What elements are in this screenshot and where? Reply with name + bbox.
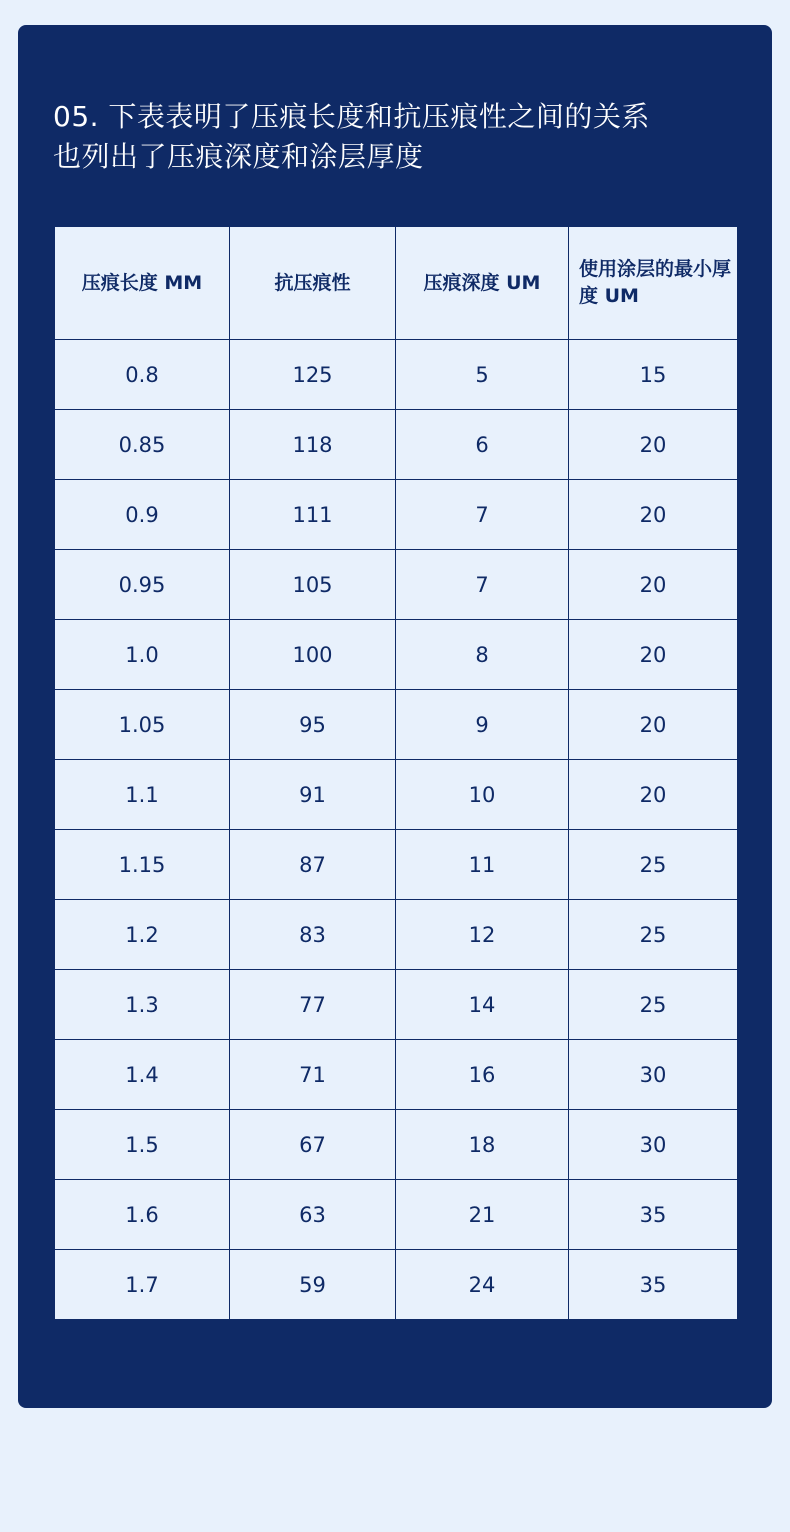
cell-min-coating-thickness: 20 — [569, 480, 738, 550]
table-row — [55, 690, 738, 760]
cell-indent-depth: 5 — [396, 340, 569, 410]
title-line-1: 05. 下表表明了压痕长度和抗压痕性之间的关系 — [53, 100, 650, 133]
cell-min-coating-thickness: 20 — [569, 410, 738, 480]
cell-min-coating-thickness: 20 — [569, 620, 738, 690]
cell-indent-length: 1.4 — [55, 1040, 230, 1110]
table-body — [55, 340, 738, 1320]
cell-indent-depth: 7 — [396, 550, 569, 620]
cell-indent-length: 0.8 — [55, 340, 230, 410]
table-row — [55, 480, 738, 550]
table-row — [55, 340, 738, 410]
table-row — [55, 830, 738, 900]
cell-indent-resistance: 118 — [230, 410, 396, 480]
table-row — [55, 620, 738, 690]
cell-indent-depth: 16 — [396, 1040, 569, 1110]
table-row — [55, 1250, 738, 1320]
cell-min-coating-thickness: 30 — [569, 1110, 738, 1180]
cell-indent-resistance: 67 — [230, 1110, 396, 1180]
cell-indent-length: 1.6 — [55, 1180, 230, 1250]
cell-min-coating-thickness: 20 — [569, 690, 738, 760]
header-indent-depth: 压痕深度 UM — [396, 227, 569, 340]
cell-min-coating-thickness: 25 — [569, 970, 738, 1040]
table-row — [55, 550, 738, 620]
cell-min-coating-thickness: 30 — [569, 1040, 738, 1110]
cell-indent-depth: 12 — [396, 900, 569, 970]
table-row — [55, 760, 738, 830]
cell-indent-length: 1.5 — [55, 1110, 230, 1180]
table-row — [55, 900, 738, 970]
header-indent-resistance: 抗压痕性 — [230, 227, 396, 340]
cell-indent-depth: 10 — [396, 760, 569, 830]
table-row — [55, 410, 738, 480]
cell-indent-depth: 18 — [396, 1110, 569, 1180]
header-min-coating-thickness: 使用涂层的最小厚度 UM — [569, 227, 738, 340]
cell-indent-depth: 11 — [396, 830, 569, 900]
cell-indent-resistance: 83 — [230, 900, 396, 970]
cell-indent-resistance: 59 — [230, 1250, 396, 1320]
content-panel — [18, 25, 772, 1408]
cell-indent-resistance: 100 — [230, 620, 396, 690]
cell-indent-resistance: 95 — [230, 690, 396, 760]
cell-min-coating-thickness: 25 — [569, 830, 738, 900]
table-row — [55, 1180, 738, 1250]
cell-indent-resistance: 71 — [230, 1040, 396, 1110]
cell-indent-depth: 14 — [396, 970, 569, 1040]
cell-indent-depth: 8 — [396, 620, 569, 690]
cell-indent-length: 1.0 — [55, 620, 230, 690]
table-row — [55, 1040, 738, 1110]
cell-indent-length: 1.3 — [55, 970, 230, 1040]
cell-indent-resistance: 91 — [230, 760, 396, 830]
header-indent-length: 压痕长度 MM — [55, 227, 230, 340]
cell-indent-resistance: 63 — [230, 1180, 396, 1250]
cell-indent-resistance: 111 — [230, 480, 396, 550]
cell-indent-length: 1.7 — [55, 1250, 230, 1320]
cell-indent-resistance: 105 — [230, 550, 396, 620]
cell-min-coating-thickness: 25 — [569, 900, 738, 970]
table-header-row — [55, 227, 738, 340]
cell-indent-length: 0.95 — [55, 550, 230, 620]
cell-indent-depth: 6 — [396, 410, 569, 480]
cell-indent-depth: 21 — [396, 1180, 569, 1250]
cell-indent-depth: 7 — [396, 480, 569, 550]
cell-indent-depth: 9 — [396, 690, 569, 760]
page-title — [53, 97, 743, 177]
cell-indent-resistance: 77 — [230, 970, 396, 1040]
table-row — [55, 970, 738, 1040]
cell-min-coating-thickness: 35 — [569, 1180, 738, 1250]
cell-indent-depth: 24 — [396, 1250, 569, 1320]
table-row — [55, 1110, 738, 1180]
cell-indent-length: 0.85 — [55, 410, 230, 480]
title-line-2: 也列出了压痕深度和涂层厚度 — [53, 140, 424, 173]
cell-min-coating-thickness: 20 — [569, 760, 738, 830]
cell-indent-length: 1.05 — [55, 690, 230, 760]
cell-min-coating-thickness: 20 — [569, 550, 738, 620]
cell-min-coating-thickness: 15 — [569, 340, 738, 410]
indentation-table — [54, 226, 738, 1320]
cell-indent-resistance: 125 — [230, 340, 396, 410]
cell-indent-length: 1.2 — [55, 900, 230, 970]
cell-min-coating-thickness: 35 — [569, 1250, 738, 1320]
cell-indent-length: 1.1 — [55, 760, 230, 830]
cell-indent-length: 0.9 — [55, 480, 230, 550]
cell-indent-resistance: 87 — [230, 830, 396, 900]
cell-indent-length: 1.15 — [55, 830, 230, 900]
